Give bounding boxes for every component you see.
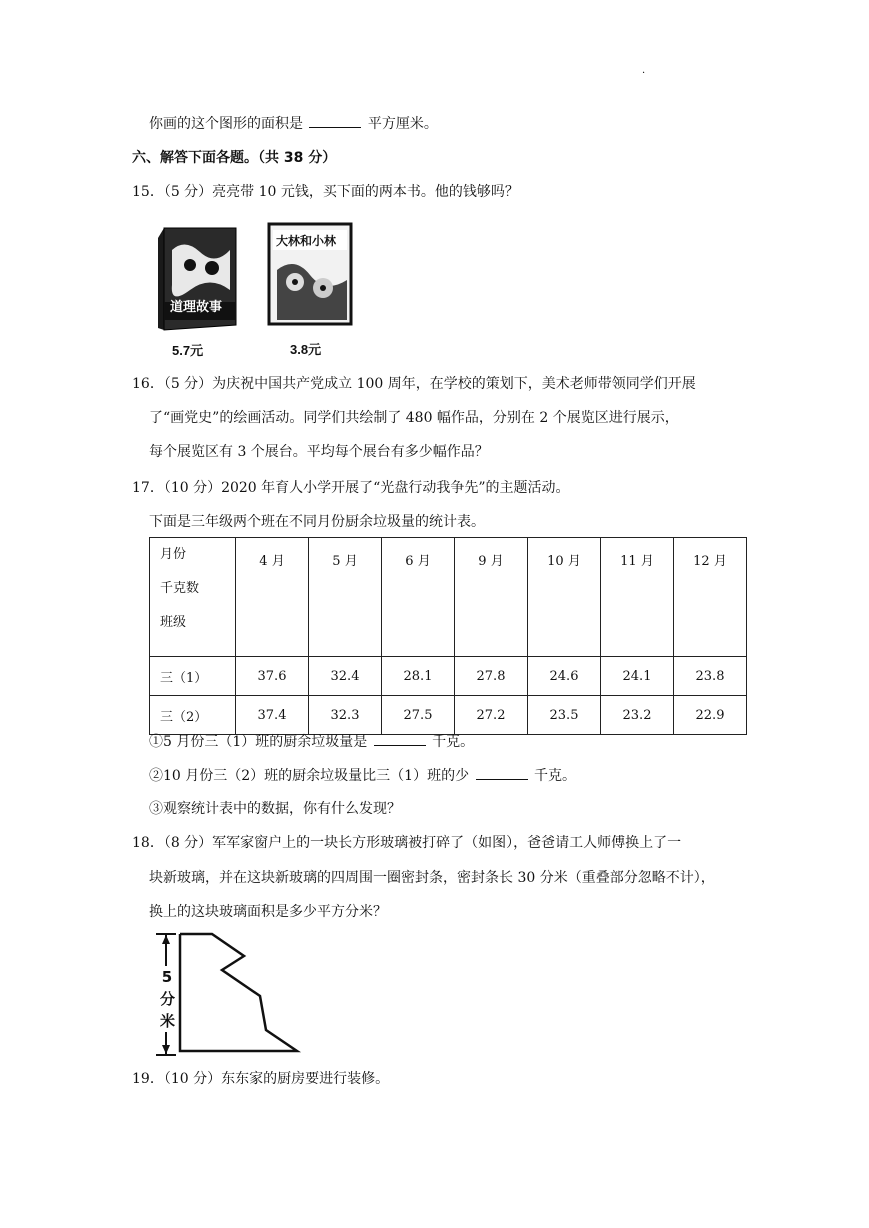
- q17-sub2-after: 千克。: [533, 768, 576, 784]
- table-corner-cell: [150, 538, 236, 657]
- q16-line1: 16．（5 分）为庆祝中国共产党成立 100 周年，在学校的策划下，美术老师带领同学们开展: [132, 376, 696, 392]
- table-cell: 37.4: [236, 696, 309, 735]
- q17-sub1-before: ①5 月份三（1）班的厨余垃圾量是: [149, 734, 368, 750]
- month-header: 5 月: [309, 538, 382, 657]
- month-header: 9 月: [455, 538, 528, 657]
- table-cell: 24.1: [601, 657, 674, 696]
- table-cell: 27.5: [382, 696, 455, 735]
- table-cell: 23.5: [528, 696, 601, 735]
- table-cell: 32.3: [309, 696, 382, 735]
- table-row: [150, 696, 747, 735]
- q17-sub1: [149, 731, 474, 752]
- corner-label-class: 班级: [160, 615, 187, 630]
- table-cell: 32.4: [309, 657, 382, 696]
- q16-line3: 每个展览区有 3 个展台。平均每个展台有多少幅作品？: [149, 444, 489, 460]
- table-cell: 37.6: [236, 657, 309, 696]
- q15-text: 15．（5 分）亮亮带 10 元钱，买下面的两本书。他的钱够吗？: [132, 184, 519, 200]
- table-cell: 23.2: [601, 696, 674, 735]
- statistics-table: [149, 537, 747, 735]
- dimension-unit-2: 米: [160, 1012, 176, 1030]
- figure-dimension-label: [160, 966, 174, 1032]
- q17-sub2: [149, 765, 576, 786]
- q17-sub3: ③观察统计表中的数据，你有什么发现？: [149, 801, 401, 817]
- book1-price: 5.7元: [172, 343, 204, 358]
- answer-blank[interactable]: [476, 765, 528, 780]
- book2-title: 大林和小林: [276, 234, 337, 248]
- q18-line2: 块新玻璃，并在这块新玻璃的四周围一圈密封条，密封条长 30 分米（重叠部分忽略不计），: [149, 870, 715, 886]
- month-header: 12 月: [674, 538, 747, 657]
- class-label: 三（2）: [150, 696, 236, 735]
- table-header-row: [150, 538, 747, 657]
- book-cover-image: [150, 220, 240, 335]
- table-cell: 22.9: [674, 696, 747, 735]
- month-header: 6 月: [382, 538, 455, 657]
- q14-tail: [149, 113, 438, 134]
- q17-sub1-after: 千克。: [432, 734, 475, 750]
- table-cell: 27.8: [455, 657, 528, 696]
- corner-label-month: 月份: [160, 547, 187, 562]
- q14-text-before: 你画的这个图形的面积是: [149, 116, 303, 132]
- book1-title: 道理故事: [170, 300, 223, 315]
- q14-text-after: 平方厘米。: [367, 116, 438, 132]
- table-cell: 23.8: [674, 657, 747, 696]
- table-cell: 24.6: [528, 657, 601, 696]
- class-label: 三（1）: [150, 657, 236, 696]
- month-header: 11 月: [601, 538, 674, 657]
- dimension-unit-1: 分: [160, 990, 176, 1008]
- q17-sub2-before: ②10 月份三（2）班的厨余垃圾量比三（1）班的少: [149, 768, 470, 784]
- month-header: 4 月: [236, 538, 309, 657]
- table-cell: 27.2: [455, 696, 528, 735]
- top-dot: ·: [642, 68, 646, 79]
- q18-line3: 换上的这块玻璃面积是多少平方分米？: [149, 904, 387, 920]
- q17-line1: 17．（10 分）2020 年育人小学开展了“光盘行动我争先”的主题活动。: [132, 480, 570, 496]
- table-row: [150, 657, 747, 696]
- dimension-number: 5: [161, 968, 173, 986]
- q19-text: 19．（10 分）东东家的厨房要进行装修。: [132, 1071, 390, 1087]
- month-header: 10 月: [528, 538, 601, 657]
- section-heading: 六、解答下面各题。（共 38 分）: [132, 150, 337, 166]
- q17-line2: 下面是三年级两个班在不同月份厨余垃圾量的统计表。: [149, 514, 485, 530]
- answer-blank[interactable]: [374, 731, 426, 746]
- q16-line2: 了“画党史”的绘画活动。同学们共绘制了 480 幅作品，分别在 2 个展览区进行展示，: [149, 410, 679, 426]
- q18-line1: 18．（8 分）军军家窗户上的一块长方形玻璃被打碎了（如图），爸爸请工人师傅换上了一: [132, 835, 682, 851]
- answer-blank[interactable]: [309, 113, 361, 128]
- corner-label-kg: 千克数: [160, 581, 200, 596]
- table-cell: 28.1: [382, 657, 455, 696]
- book2-price: 3.8元: [290, 342, 322, 357]
